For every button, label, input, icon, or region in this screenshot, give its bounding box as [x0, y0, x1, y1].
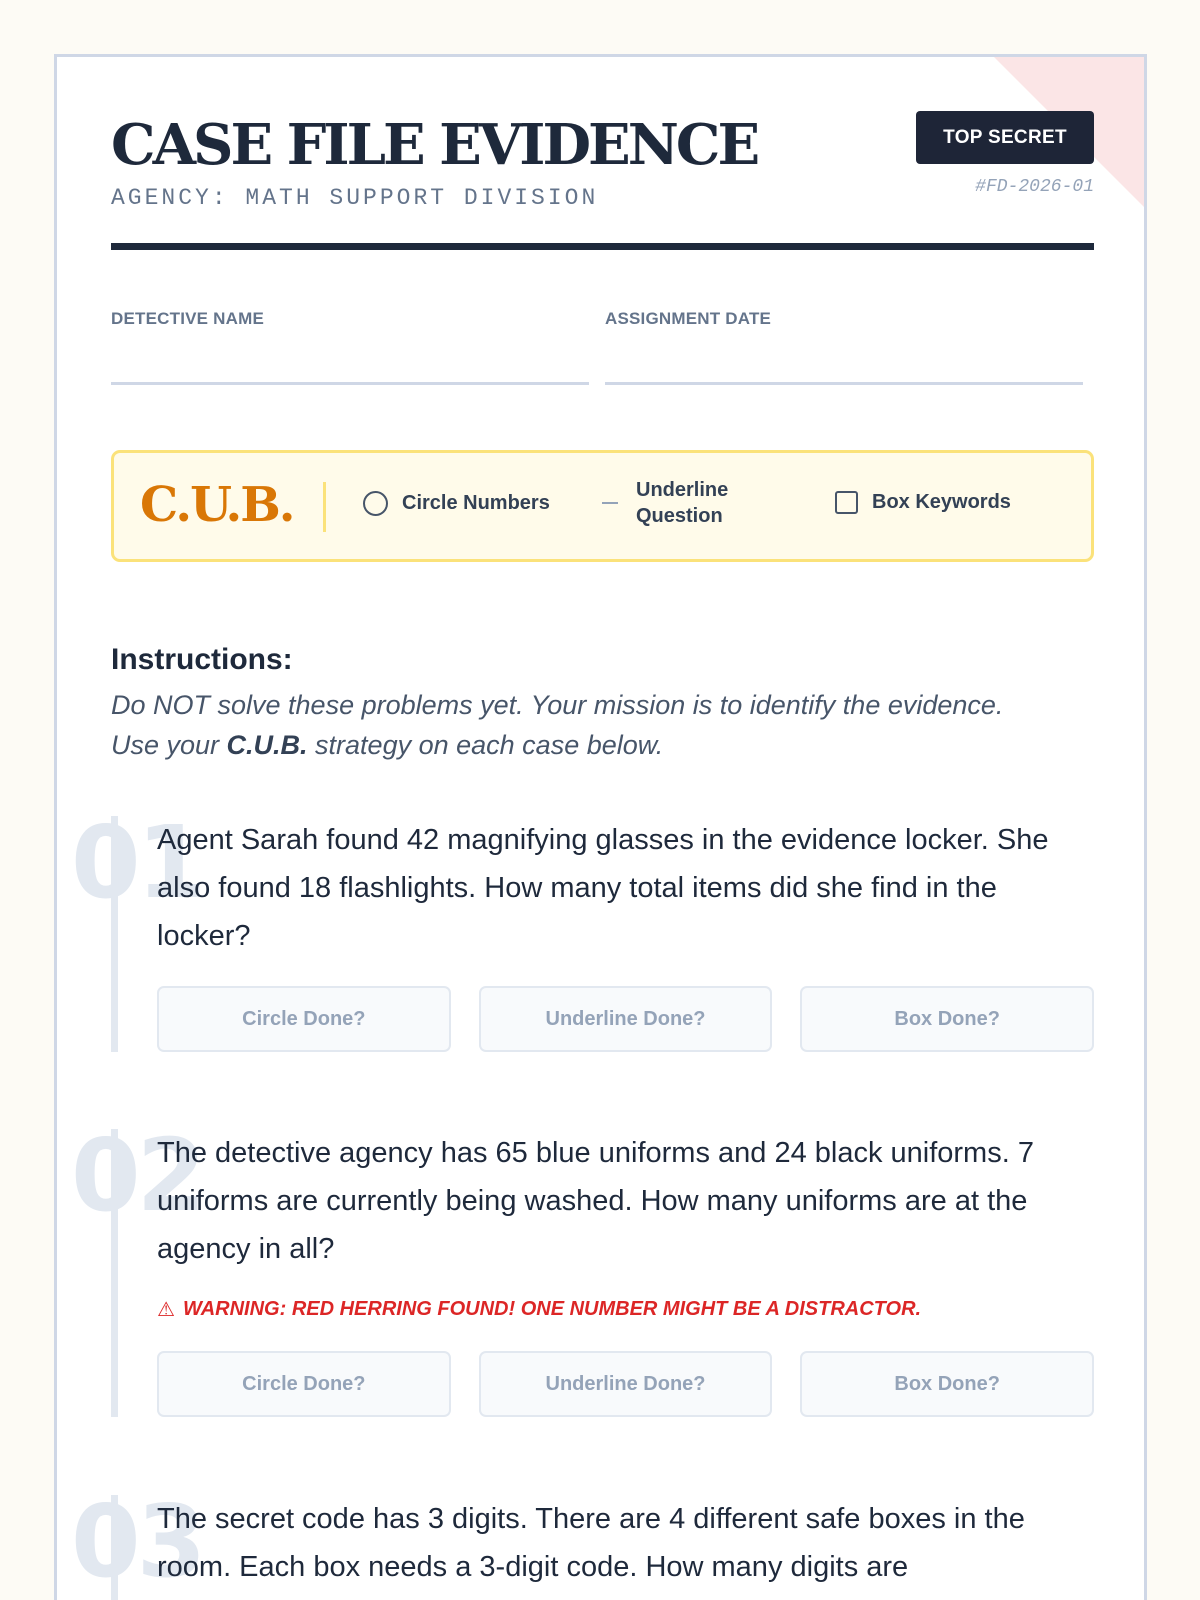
worksheet [54, 54, 1147, 1600]
case-02 [71, 1117, 1094, 1419]
box-keywords-step [835, 491, 1011, 514]
header [111, 111, 1094, 241]
header-divider [111, 243, 1094, 250]
circle-done-button[interactable]: Circle Done? [157, 986, 451, 1052]
assignment-date-label: ASSIGNMENT DATE [605, 309, 772, 328]
box-icon [835, 491, 858, 514]
instructions-line1: Do NOT solve these problems yet. Your mission is to identify the evidence. [111, 690, 1004, 720]
instructions-line2-bold: C.U.B. [226, 730, 308, 760]
box-done-button[interactable]: Box Done? [800, 986, 1094, 1052]
case-number: 01 [71, 804, 203, 921]
box-keywords-label: Box Keywords [872, 491, 1011, 513]
underline-done-button[interactable]: Underline Done? [479, 986, 773, 1052]
instructions-line2-pre: Use your [111, 730, 227, 760]
circle-numbers-label: Circle Numbers [402, 492, 550, 514]
case-checks [157, 1351, 1094, 1417]
assignment-date-line[interactable] [605, 382, 1083, 385]
case-text: The detective agency has 65 blue uniforms and 24 black uniforms. 7 uniforms are currently being washed. How many uniforms are at the agency in all? [157, 1137, 1034, 1265]
underline-question-step [602, 477, 728, 529]
detective-name-label: DETECTIVE NAME [111, 309, 264, 328]
case-number: 03 [71, 1483, 203, 1600]
instructions-text [111, 685, 1094, 765]
case-text: Agent Sarah found 42 magnifying glasses in the evidence locker. She also found 18 flashlights. How many total items did she find in the locker? [157, 824, 1049, 952]
instructions-heading: Instructions: [111, 643, 293, 676]
instructions-line2 [111, 725, 1094, 765]
cub-title: C.U.B. [140, 477, 294, 533]
red-herring-warning [157, 1297, 921, 1322]
case-text: The secret code has 3 digits. There are 4 different safe boxes in the room. Each box needs a 3-digit code. How many digits are [157, 1503, 1025, 1583]
file-number: #FD-2026-01 [975, 177, 1094, 197]
underline-label-line2: Question [636, 505, 723, 527]
case-01 [71, 804, 1094, 1056]
circle-done-button[interactable]: Circle Done? [157, 1351, 451, 1417]
detective-name-field[interactable] [111, 309, 589, 329]
cub-strategy-banner [111, 450, 1094, 562]
detective-name-line[interactable] [111, 382, 589, 385]
case-number: 02 [71, 1117, 203, 1234]
warning-text: WARNING: RED HERRING FOUND! ONE NUMBER MIGHT BE A DISTRACTOR. [182, 1298, 922, 1320]
underline-label-line1: Underline [636, 479, 729, 501]
top-secret-badge: TOP SECRET [916, 111, 1094, 164]
case-checks [157, 986, 1094, 1052]
page-title: CASE FILE EVIDENCE [111, 112, 758, 178]
box-done-button[interactable]: Box Done? [800, 1351, 1094, 1417]
warning-icon: ⚠ [157, 1299, 175, 1321]
agency-subtitle: AGENCY: MATH SUPPORT DIVISION [111, 185, 599, 211]
underline-done-button[interactable]: Underline Done? [479, 1351, 773, 1417]
cub-divider [323, 482, 326, 532]
instructions-line2-post: strategy on each case below. [307, 730, 664, 760]
circle-numbers-step [363, 491, 550, 516]
underline-icon [602, 502, 618, 504]
circle-icon [363, 491, 388, 516]
case-03 [71, 1483, 1094, 1600]
assignment-date-field[interactable] [605, 309, 1083, 329]
